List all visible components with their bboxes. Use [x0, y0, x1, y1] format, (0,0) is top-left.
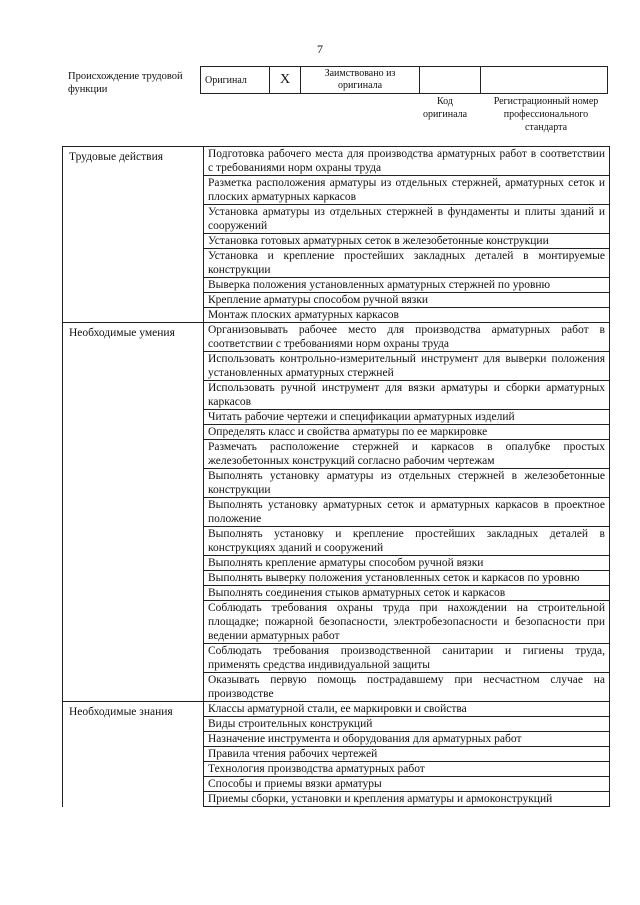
labor-functions-table	[62, 146, 610, 807]
list-item: Выполнять соединения стыков арматурных сеток и каркасов	[204, 586, 610, 601]
list-item: Соблюдать требования охраны труда при нахождении на строительной площадке; пожарной безопасности, электробезопасности и безопасности при ведении арматурных работ	[204, 601, 610, 644]
list-item: Способы и приемы вязки арматуры	[204, 777, 610, 792]
list-item: Подготовка рабочего места для производства арматурных работ в соответствии с требованиями норм охраны труда	[204, 147, 610, 176]
list-item: Выполнять установку арматурных сеток и арматурных каркасов в проектное положение	[204, 498, 610, 527]
list-item: Выполнять выверку положения установленных сеток и каркасов по уровню	[204, 571, 610, 586]
list-item: Читать рабочие чертежи и спецификации арматурных изделий	[204, 410, 610, 425]
list-item: Установка и крепление простейших закладных деталей в монтируемые конструкции	[204, 249, 610, 278]
list-item: Размечать расположение стержней и каркасов в опалубке простых железобетонных конструкций согласно рабочим чертежам	[204, 440, 610, 469]
section-label: Необходимые знания	[63, 702, 204, 807]
list-item: Выполнять крепление арматуры способом ручной вязки	[204, 556, 610, 571]
list-item: Оказывать первую помощь пострадавшему при несчастном случае на производстве	[204, 673, 610, 702]
original-mark: X	[270, 67, 301, 94]
list-item: Использовать контрольно-измерительный инструмент для выверки положения установленных арматурных стержней	[204, 352, 610, 381]
list-item: Выполнять установку арматуры из отдельных стержней в железобетонные конструкции	[204, 469, 610, 498]
original-cell: Оригинал	[201, 67, 270, 94]
registration-cell	[481, 67, 608, 94]
code-cell	[420, 67, 481, 94]
list-item: Назначение инструмента и оборудования для арматурных работ	[204, 732, 610, 747]
origin-table	[200, 66, 608, 94]
list-item: Монтаж плоских арматурных каркасов	[204, 308, 610, 323]
list-item: Установка готовых арматурных сеток в железобетонные конструкции	[204, 234, 610, 249]
list-item: Виды строительных конструкций	[204, 717, 610, 732]
list-item: Установка арматуры из отдельных стержней в фундаменты и плиты зданий и сооружений	[204, 205, 610, 234]
table-row	[63, 147, 610, 176]
registration-caption: Регистрационный номер профессионального стандарта	[493, 96, 599, 133]
list-item: Выверка положения установленных арматурных стержней по уровню	[204, 278, 610, 293]
list-item: Определять класс и свойства арматуры по ее маркировке	[204, 425, 610, 440]
list-item: Правила чтения рабочих чертежей	[204, 747, 610, 762]
page-number: 7	[317, 42, 323, 56]
list-item: Разметка расположения арматуры из отдельных стержней, арматурных сеток и плоских арматурных каркасов	[204, 176, 610, 205]
section-label: Необходимые умения	[63, 323, 204, 702]
list-item: Технология производства арматурных работ	[204, 762, 610, 777]
section-label: Трудовые действия	[63, 147, 204, 323]
list-item: Соблюдать требования производственной санитарии и гигиены труда, применять средства индивидуальной защиты	[204, 644, 610, 673]
code-caption: Код оригинала	[422, 96, 468, 120]
list-item: Организовывать рабочее место для производства арматурных работ в соответствии с требованиями норм охраны труда	[204, 323, 610, 352]
table-row	[63, 702, 610, 717]
list-item: Использовать ручной инструмент для вязки арматуры и сборки арматурных каркасов	[204, 381, 610, 410]
list-item: Классы арматурной стали, ее маркировки и свойства	[204, 702, 610, 717]
list-item: Крепление арматуры способом ручной вязки	[204, 293, 610, 308]
table-row	[63, 323, 610, 352]
origin-label: Происхождение трудовой функции	[68, 71, 183, 95]
borrowed-cell: Заимствовано из оригинала	[301, 67, 420, 94]
list-item: Выполнять установку и крепление простейших закладных деталей в конструкциях зданий и сооружений	[204, 527, 610, 556]
list-item: Приемы сборки, установки и крепления арматуры и армоконструкций	[204, 792, 610, 807]
